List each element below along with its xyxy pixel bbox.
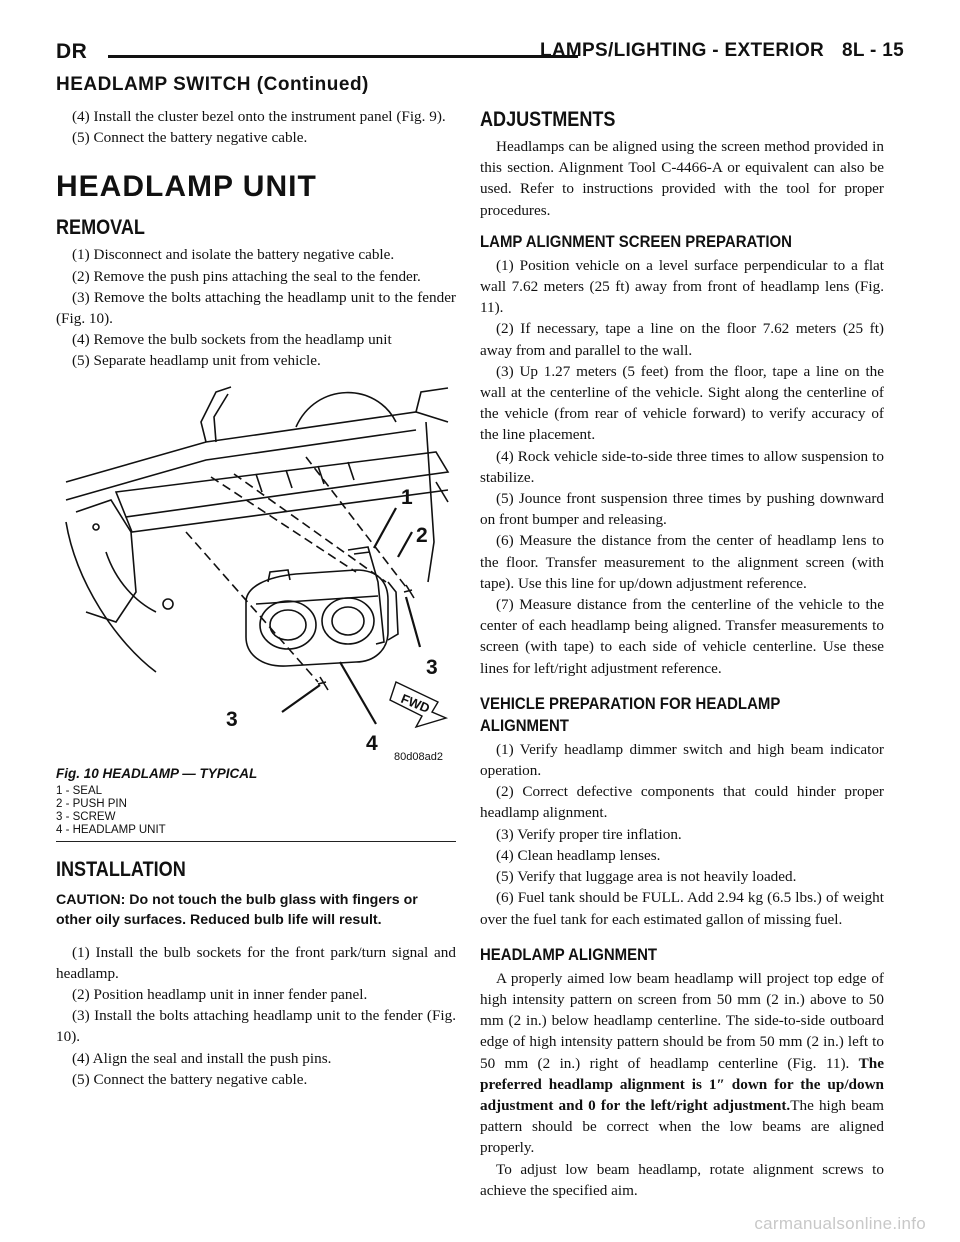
watermark: carmanualsonline.info [754,1214,926,1233]
installation-step: (4) Align the seal and install the push pins. [72,1049,332,1067]
page-number: 8L - 15 [842,40,904,61]
vehicle-prep-step: (4) Clean headlamp lenses. [496,846,661,864]
section-title: HEADLAMP UNIT [56,170,317,204]
installation-step: (1) Install the bulb sockets for the front park/turn signal and headlamp. [56,943,456,982]
header-model: DR [56,40,88,63]
figure-code: 80d08ad2 [394,750,443,762]
screen-prep-step: (3) Up 1.27 meters (5 feet) from the floor, tape a line on the wall at the centerline of the vehicle. Sight along the centerline of the vehicle (from rear of vehicle forward) to verify accuracy of the line placement. [480,362,884,444]
alignment-preferred-spec: The preferred headlamp alignment is 1″ down for the up/down adjustment and 0 for the left/right adjustment. [480,1054,884,1114]
vehicle-prep-step: (1) Verify headlamp dimmer switch and high beam indicator operation. [480,740,884,780]
legend-item: 1 - SEAL [56,784,103,797]
screen-prep-title: LAMP ALIGNMENT SCREEN PREPARATION [480,231,792,251]
intro-step: (5) Connect the battery negative cable. [72,129,308,147]
removal-step: (3) Remove the bolts attaching the headlamp unit to the fender (Fig. 10). [56,288,456,328]
installation-step: (2) Position headlamp unit in inner fender panel. [72,986,368,1004]
adjustments-title: ADJUSTMENTS [480,108,616,131]
page-header [56,40,904,70]
alignment-text-start: A properly aimed low beam headlamp will project top edge of high intensity pattern on screen from 50 mm (2 in.) above to 50 mm (2 in.) below headlamp centerline. The side-to-side outboard edge of high intensity pattern should be from 50 mm (2 in.) left to 50 mm (2 in.) right of headlamp centerline (Fig. 11). [480,969,884,1072]
alignment-text-end: The high beam pattern should be correct when the low beams are aligned properly. [480,1096,884,1157]
screen-prep-step: (6) Measure the distance from the center of headlamp lens to the floor. Transfer measurement to the alignment screen (with tape). Use this line for up/down adjustment reference. [480,532,884,592]
figure-legend [56,785,456,837]
caption-rule [56,841,456,842]
alignment-title: HEADLAMP ALIGNMENT [480,944,658,964]
figure-caption: Fig. 10 HEADLAMP — TYPICAL [56,765,258,781]
removal-step: (4) Remove the bulb sockets from the headlamp unit [72,331,392,349]
caution-note: CAUTION: Do not touch the bulb glass with fingers or other oily surfaces. Reduced bulb life will result. [56,891,418,928]
vehicle-prep-title-line2: ALIGNMENT [480,715,569,735]
header-right [540,40,904,62]
installation-step: (5) Connect the battery negative cable. [72,1070,308,1088]
removal-title: REMOVAL [56,216,145,240]
removal-step: (1) Disconnect and isolate the battery negative cable. [72,246,395,264]
continued-title: HEADLAMP SWITCH (Continued) [56,74,369,95]
vehicle-prep-step: (3) Verify proper tire inflation. [496,825,682,843]
left-column [56,106,456,1090]
alignment-adjust-text: To adjust low beam headlamp, rotate alignment screws to achieve the specified aim. [480,1160,884,1199]
legend-item: 4 - HEADLAMP UNIT [56,823,166,836]
right-column [480,106,884,1201]
screen-prep-step: (2) If necessary, tape a line on the floor 7.62 meters (25 ft) away from and parallel to the wall. [480,320,884,359]
installation-title: INSTALLATION [56,857,186,881]
headlamp-figure [56,382,456,762]
header-rule [108,55,578,58]
screen-prep-step: (7) Measure distance from the centerline of the vehicle to the center of each headlamp being aligned. Transfer measurements to screen (with tape) to each side of vehicle centerline. Use these lines for left/right adjustment reference. [480,596,884,677]
vehicle-prep-title [480,693,836,737]
adjustments-text: Headlamps can be aligned using the screen method provided in this section. Alignment Tool C-4466-A or equivalent can also be used. Refer to instructions provided with the tool for proper procedures. [480,138,884,219]
vehicle-prep-step: (6) Fuel tank should be FULL. Add 2.94 kg (6.5 lbs.) of weight over the fuel tank for each estimated gallon of missing fuel. [480,889,884,928]
vehicle-prep-step: (2) Correct defective components that could hinder proper headlamp alignment. [480,783,884,822]
callout-push-pin: 2 [416,523,428,547]
vehicle-prep-title-line1: VEHICLE PREPARATION FOR HEADLAMP [480,693,781,713]
removal-step: (2) Remove the push pins attaching the seal to the fender. [72,267,421,285]
installation-step: (3) Install the bolts attaching headlamp unit to the fender (Fig. 10). [56,1007,456,1046]
callout-headlamp-unit: 4 [366,731,378,755]
vehicle-prep-step: (5) Verify that luggage area is not heavily loaded. [496,868,797,886]
fwd-label: FWD [398,690,432,716]
screen-prep-step: (5) Jounce front suspension three times by pushing downward on front bumper and releasing. [480,490,884,529]
callout-screw-left: 3 [226,707,238,731]
alignment-paragraph [480,968,884,1159]
intro-step: (4) Install the cluster bezel onto the instrument panel (Fig. 9). [72,108,446,125]
legend-item: 2 - PUSH PIN [56,797,127,810]
removal-step: (5) Separate headlamp unit from vehicle. [72,352,321,370]
screen-prep-step: (1) Position vehicle on a level surface perpendicular to a flat wall 7.62 meters (25 ft) away from front of headlamp lens (Fig. 11). [480,256,884,317]
callout-seal: 1 [401,485,413,509]
legend-item: 3 - SCREW [56,810,116,823]
header-section-title: LAMPS/LIGHTING - EXTERIOR [539,40,825,61]
screen-prep-step: (4) Rock vehicle side-to-side three times to allow suspension to stabilize. [480,447,884,486]
callout-screw-right: 3 [426,655,438,679]
headlamp-diagram [56,382,456,762]
